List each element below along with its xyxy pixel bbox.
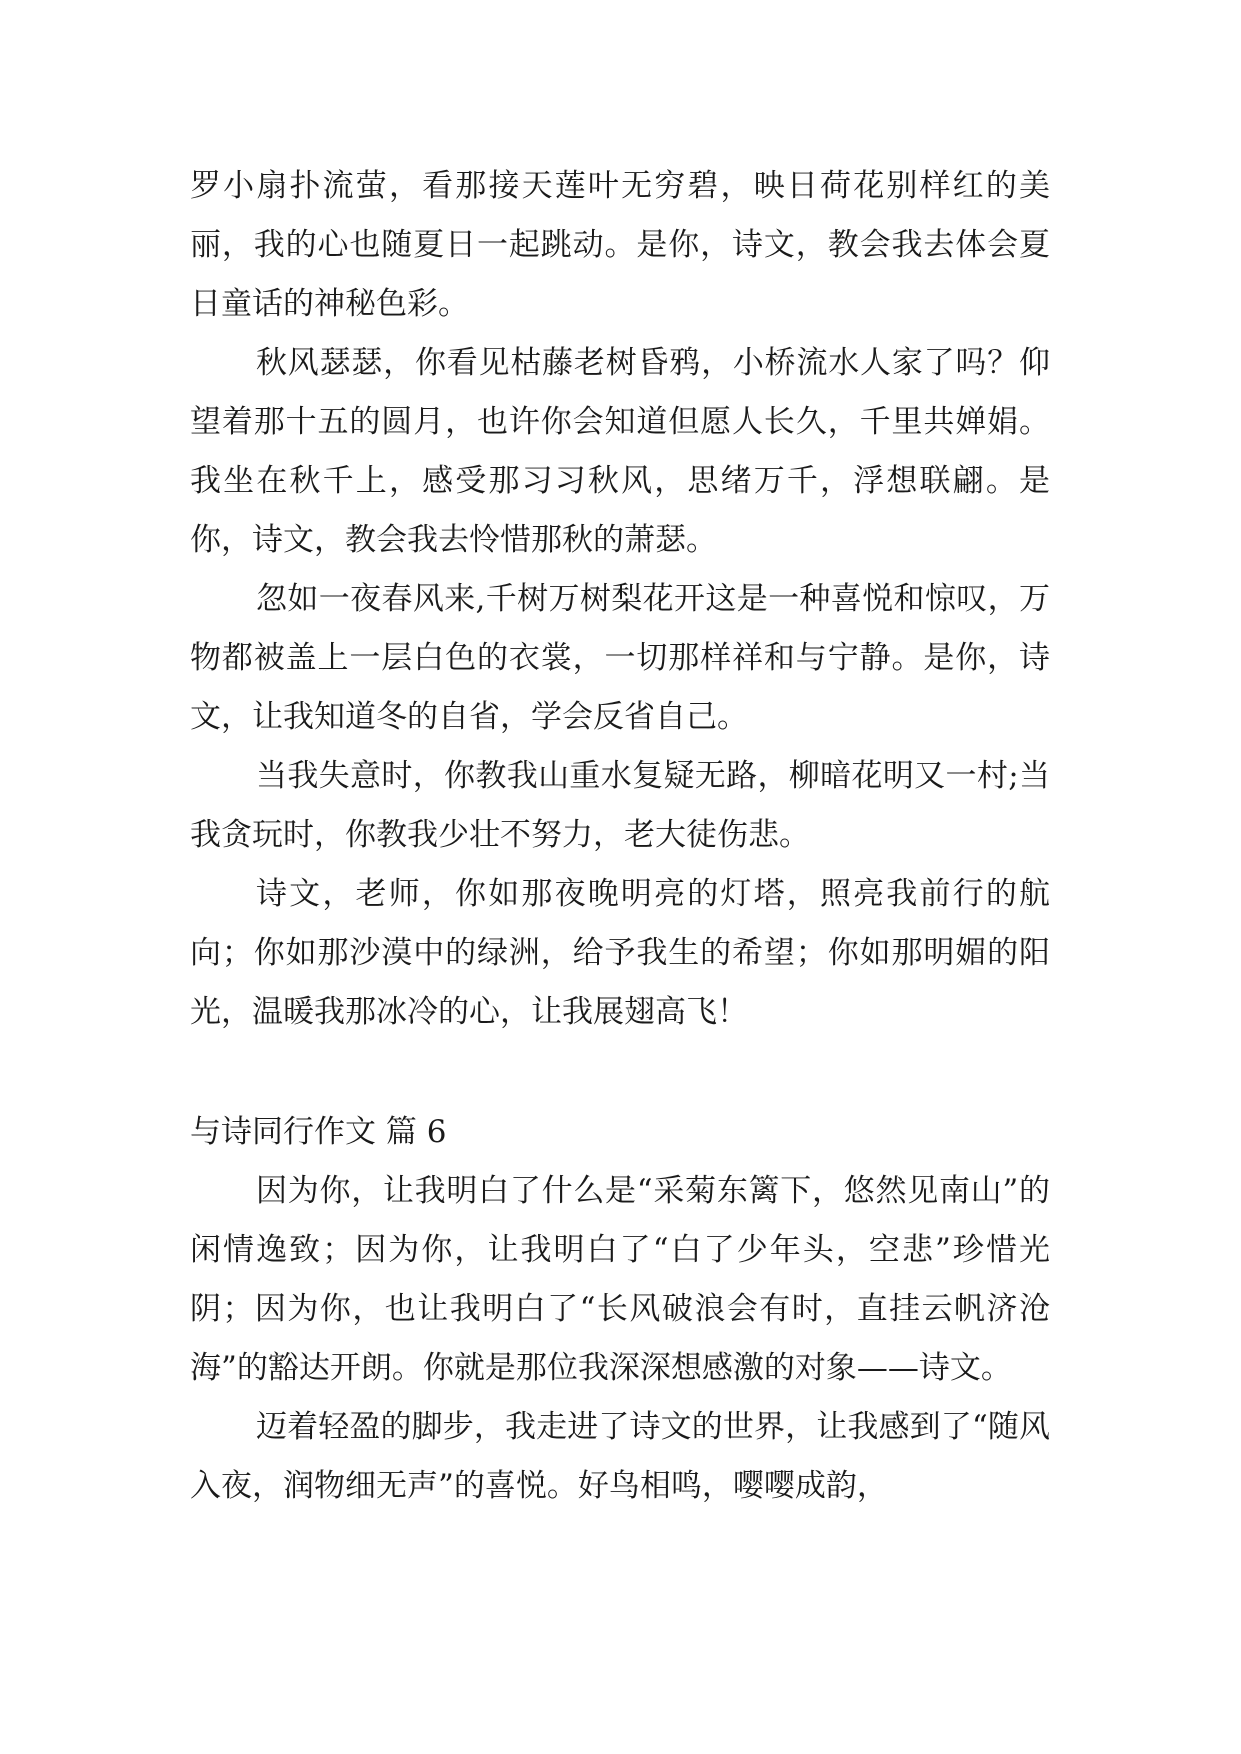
paragraph-teacher: 诗文，老师，你如那夜晚明亮的灯塔，照亮我前行的航向；你如那沙漠中的绿洲，给予我生的希望；你如那明媚的阳光，温暖我那冰冷的心，让我展翅高飞！ [190,876,1050,1030]
paragraph-because-you: 因为你，让我明白了什么是“采菊东篱下，悠然见南山”的闲情逸致；因为你，让我明白了“白了少年头，空悲”珍惜光阴；因为你，也让我明白了“长风破浪会有时，直挂云帆济沧海”的豁达开朗。你就是那位我深深想感激的对象——诗文。 [190,1173,1050,1386]
paragraph-autumn: 秋风瑟瑟，你看见枯藤老树昏鸦，小桥流水人家了吗？仰望着那十五的圆月，也许你会知道但愿人长久，千里共婵娟。我坐在秋千上，感受那习习秋风，思绪万千，浮想联翩。是你，诗文，教会我去怜惜那秋的萧瑟。 [190,345,1050,558]
paragraph-light-steps: 迈着轻盈的脚步，我走进了诗文的世界，让我感到了“随风入夜，润物细无声”的喜悦。好鸟相鸣，嘤嘤成韵， [190,1409,1050,1504]
section-title: 与诗同行作文 篇 6 [190,1114,447,1150]
paragraph-summer: 罗小扇扑流萤，看那接天莲叶无穷碧，映日荷花别样红的美丽，我的心也随夏日一起跳动。是你，诗文，教会我去体会夏日童话的神秘色彩。 [190,168,1050,322]
document-body [190,157,1050,1516]
paragraph-winter: 忽如一夜春风来,千树万树梨花开这是一种喜悦和惊叹，万物都被盖上一层白色的衣裳，一切那样祥和与宁静。是你，诗文，让我知道冬的自省，学会反省自己。 [190,581,1050,735]
paragraph-setbacks: 当我失意时，你教我山重水复疑无路，柳暗花明又一村;当我贪玩时，你教我少壮不努力，老大徒伤悲。 [190,758,1050,853]
